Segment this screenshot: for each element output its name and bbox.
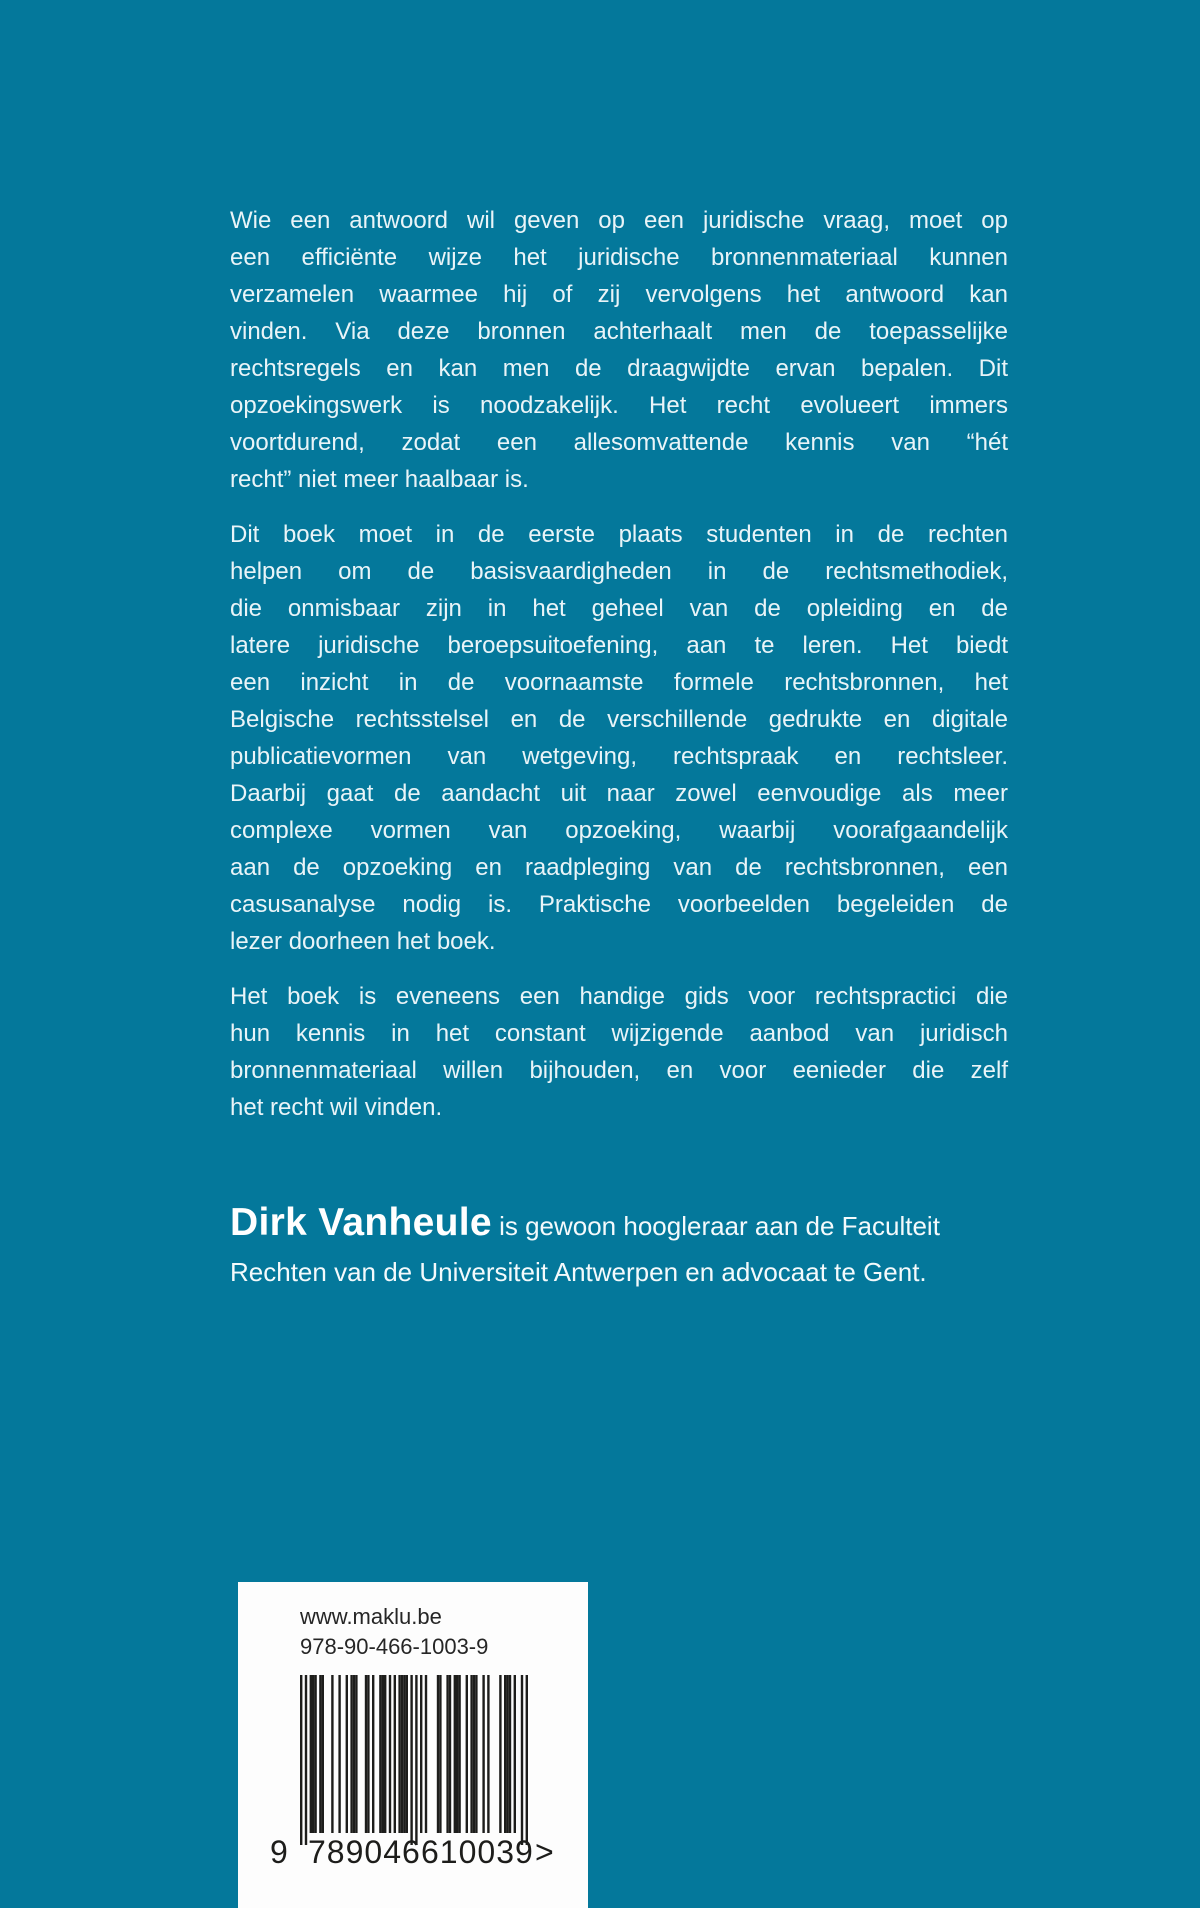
blurb-line: complexe vormen van opzoeking, waarbij voorafgaandelijk	[230, 817, 1008, 844]
blurb-line: bronnenmateriaal willen bijhouden, en voor eenieder die zelf	[230, 1057, 1008, 1084]
blurb-paragraph-1	[230, 202, 1008, 498]
blurb-line: die onmisbaar zijn in het geheel van de opleiding en de	[230, 595, 1008, 622]
blurb-line: lezer doorheen het boek.	[230, 928, 496, 955]
blurb-line: verzamelen waarmee hij of zij vervolgens het antwoord kan	[230, 281, 1008, 308]
blurb-line: het recht wil vinden.	[230, 1094, 443, 1121]
blurb-paragraph-3	[230, 978, 1008, 1126]
blurb-paragraph-2	[230, 516, 1008, 960]
blurb-line: casusanalyse nodig is. Praktische voorbeelden begeleiden de	[230, 891, 1008, 918]
blurb-line: opzoekingswerk is noodzakelijk. Het recht evolueert immers	[230, 392, 1008, 419]
blurb-line: Belgische rechtsstelsel en de verschillende gedrukte en digitale	[230, 706, 1008, 733]
barcode-digit-lead: 9	[270, 1834, 288, 1870]
blurb	[230, 202, 1008, 1126]
blurb-line: hun kennis in het constant wijzigende aanbod van juridisch	[230, 1020, 1008, 1047]
blurb-line: rechtsregels en kan men de draagwijdte ervan bepalen. Dit	[230, 355, 1008, 382]
isbn-number: 978-90-466-1003-9	[300, 1634, 489, 1659]
quiet-zone-indicator: >	[535, 1834, 554, 1870]
publisher-website: www.maklu.be	[300, 1604, 442, 1629]
blurb-line: vinden. Via deze bronnen achterhaalt men de toepasselijke	[230, 318, 1008, 345]
blurb-line: een inzicht in de voornaamste formele rechtsbronnen, het	[230, 669, 1008, 696]
blurb-line: Daarbij gaat de aandacht uit naar zowel eenvoudige als meer	[230, 780, 1008, 807]
blurb-line: latere juridische beroepsuitoefening, aan te leren. Het biedt	[230, 632, 1008, 659]
blurb-line: een efficiënte wijze het juridische bronnenmateriaal kunnen	[230, 244, 1008, 271]
blurb-line: Dit boek moet in de eerste plaats studenten in de rechten	[230, 521, 1008, 548]
blurb-line: Het boek is eveneens een handige gids voor rechtspractici die	[230, 983, 1008, 1010]
ean-barcode	[300, 1675, 528, 1845]
author-name: Dirk Vanheule	[230, 1201, 492, 1244]
blurb-line: publicatievormen van wetgeving, rechtspraak en rechtsleer.	[230, 743, 1008, 770]
blurb-line: aan de opzoeking en raadpleging van de rechtsbronnen, een	[230, 854, 1008, 881]
author-description: is gewoon hoogleraar aan de Faculteit Rechten van de Universiteit Antwerpen en advocaat te Gent.	[230, 1211, 940, 1287]
blurb-line: Wie een antwoord wil geven op een juridische vraag, moet op	[230, 207, 1008, 234]
blurb-line: recht” niet meer haalbaar is.	[230, 466, 529, 493]
author-note	[230, 1200, 1030, 1295]
publisher-box	[238, 1582, 588, 1908]
barcode-digit-group-1: 789046	[308, 1834, 421, 1870]
barcode-digit-group-2: 610039	[421, 1834, 534, 1870]
blurb-line: helpen om de basisvaardigheden in de rechtsmethodiek,	[230, 558, 1008, 585]
barcode-digits	[238, 1834, 588, 1874]
blurb-line: voortdurend, zodat een allesomvattende kennis van “hét	[230, 429, 1008, 456]
